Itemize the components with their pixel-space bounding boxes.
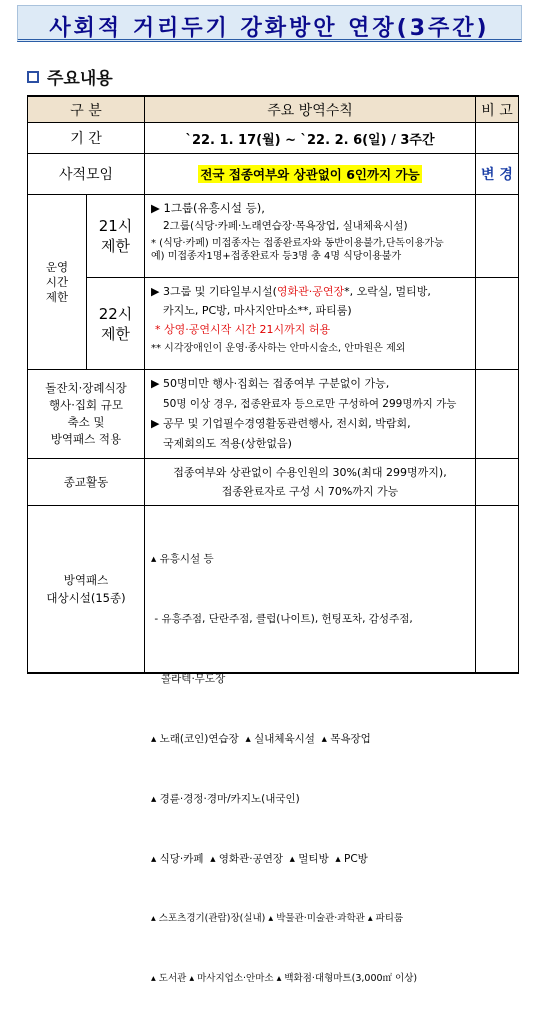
events-line2: 50명 이상 경우, 접종완료자 등으로만 구성하여 299명까지 가능	[163, 398, 457, 410]
events-remark	[475, 369, 519, 459]
hours-21-content	[144, 194, 476, 278]
header-note: 비 고	[475, 95, 519, 123]
pass-content	[144, 505, 476, 984]
period-value: `22. 1. 17(월) ~ `22. 2. 6(일) / 3주간	[144, 122, 476, 154]
period-label: 기 간	[27, 122, 145, 154]
hours-21-line1: ▶ 1그룹(유흥시설 등),	[151, 201, 265, 215]
religion-remark	[475, 458, 519, 506]
title-banner	[17, 5, 522, 42]
pass-label: 방역패스 대상시설(15종)	[27, 505, 145, 674]
rules-table	[27, 95, 519, 984]
gathering-label: 사적모임	[27, 153, 145, 195]
header-category: 구 분	[27, 95, 145, 123]
hours-22-red-note: * 상영·공연시작 시간 21시까지 허용	[155, 323, 331, 336]
hours-22-label: 22시 제한	[86, 277, 145, 370]
pass-line: ▴ 경륜·경정·경마/카지노(내국인)	[151, 793, 300, 805]
square-bullet-icon	[27, 71, 39, 83]
hours-21-line2: 2그룹(식당·카페·노래연습장·목욕장업, 실내체육시설)	[163, 220, 408, 232]
events-line4: 국제회의도 적용(상한없음)	[163, 437, 292, 450]
pass-line: ▴ 유흥시설 등	[151, 553, 214, 565]
events-content	[144, 369, 476, 459]
pass-line: ▴ 식당·카페 ▴ 영화관·공연장 ▴ 멀티방 ▴ PC방	[151, 853, 368, 865]
religion-content	[144, 458, 476, 506]
hours-22-line2: 카지노, PC방, 마사지안마소**, 파티룸)	[163, 304, 352, 317]
header-rules: 주요 방역수칙	[144, 95, 476, 123]
gathering-value: 전국 접종여부와 상관없이 6인까지 가능	[144, 153, 476, 195]
pass-line: ▴ 스포츠경기(관람)장(실내) ▴ 박물관·미술관·과학관 ▴ 파티룸	[151, 913, 404, 924]
events-line3: ▶ 공무 및 기업필수경영활동관련행사, 전시회, 박람회,	[151, 417, 411, 430]
hours-22-note: ** 시각장애인이 운영·종사하는 안마시술소, 안마원은 제외	[151, 343, 406, 354]
religion-label: 종교활동	[27, 458, 145, 506]
hours-label: 운영 시간 제한	[27, 194, 87, 370]
hours-21-note: * (식당·카페) 미접종자는 접종완료자와 동반이용불가,단독이용가능 예) 미접종자1명+접종완료자 등3명 총 4명 식당이용불가	[151, 238, 444, 262]
period-note	[475, 122, 519, 154]
events-label: 돌잔치·장례식장 행사·집회 규모 축소 및 방역패스 적용	[27, 369, 145, 459]
hours-22-line1: ▶ 3그룹 및 기타일부시설(영화관·공연장*, 오락실, 멀티방,	[151, 285, 431, 298]
section-heading	[27, 64, 113, 89]
gathering-change-note: 변 경	[475, 153, 519, 195]
hours-22-remark	[475, 277, 519, 370]
hours-21-label: 21시 제한	[86, 194, 145, 278]
hours-22-content	[144, 277, 476, 370]
religion-line1: 접종여부와 상관없이 수용인원의 30%(최대 299명까지),	[173, 466, 447, 479]
hours-21-remark	[475, 194, 519, 278]
religion-line2: 접종완료자로 구성 시 70%까지 가능	[221, 485, 399, 498]
pass-line: ▴ 도서관 ▴ 마사지업소·안마소 ▴ 백화점·대형마트(3,000㎡ 이상)	[151, 973, 418, 984]
events-line1: ▶ 50명미만 행사·집회는 접종여부 구분없이 가능,	[151, 377, 390, 390]
pass-line: ▴ 노래(코인)연습장 ▴ 실내체육시설 ▴ 목욕장업	[151, 733, 371, 745]
page-title: 사회적 거리두기 강화방안 연장(3주간)	[49, 16, 490, 41]
pass-line: - 유흥주점, 단란주점, 클럽(나이트), 헌팅포차, 감성주점,	[151, 613, 413, 625]
pass-remark	[475, 505, 519, 674]
section-label: 주요내용	[47, 69, 113, 89]
pass-line: 콜라텍·무도장	[151, 673, 226, 685]
